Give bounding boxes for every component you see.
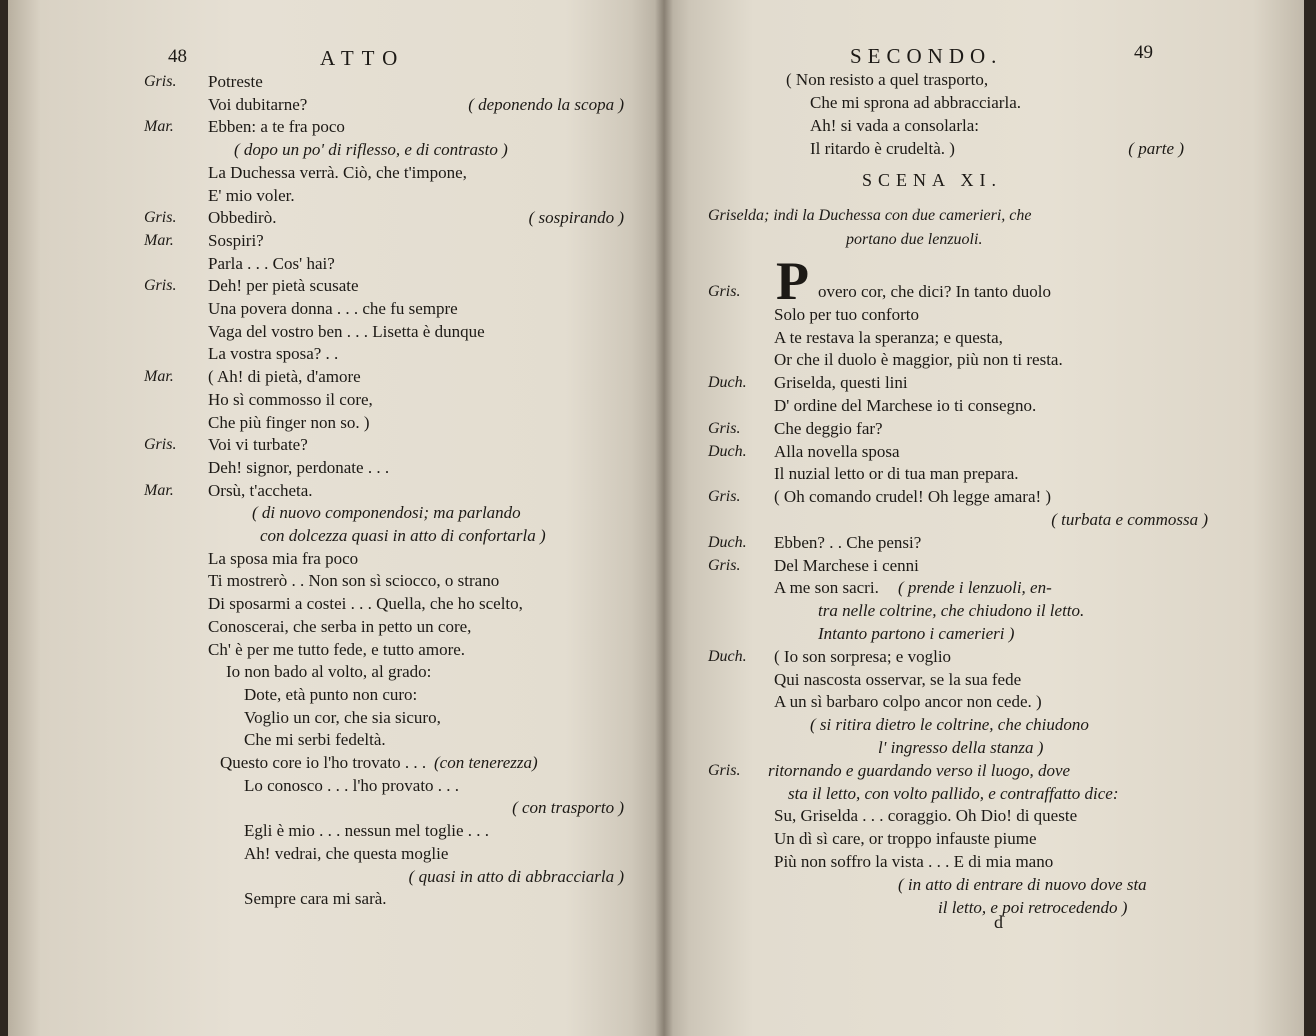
scene-description-line-1: Griselda; indi la Duchessa con due camerieri, che [708,207,1032,224]
verse-text: A un sì barbaro colpo ancor non cede. ) [774,692,1042,712]
verse-text: Dote, età punto non curo: [244,684,418,704]
verse-text: Solo per tuo conforto [774,304,919,324]
stage-direction: l' ingresso della stanza ) [878,738,1044,757]
running-head-right: SECONDO. [850,44,1003,68]
verse-text: Voi vi turbate? [208,435,308,455]
verse-text: Voi dubitarne? [208,94,308,114]
verse-text: Ch' è per me tutto fede, e tutto amore. [208,639,466,659]
speaker-label: Duch. [708,374,747,392]
speaker-label: Mar. [144,368,174,386]
stage-direction: Intanto partono i camerieri ) [818,624,1015,643]
stage-direction: ( dopo un po' di riflesso, e di contrasto ) [234,140,508,160]
verse-text: Ti mostrerò . . Non son sì sciocco, o strano [208,571,500,591]
verse-text: Il nuzial letto or di tua man prepara. [774,464,1019,484]
speaker-label: Duch. [708,533,747,551]
speaker-label: Gris. [708,283,741,300]
verse-text: Griselda, questi lini [774,373,908,393]
verse-text: Del Marchese i cenni [774,555,919,575]
verse-text: Questo core io l'ho trovato . . . [220,753,427,772]
verse-text: E' mio voler. [208,185,295,205]
stage-direction: il letto, e poi retrocedendo ) [938,897,1128,917]
verse-text: Su, Griselda . . . coraggio. Oh Dio! di queste [774,806,1078,826]
verse-text: Ho sì commosso il core, [208,389,373,409]
stage-direction: ( turbata e commossa ) [1051,510,1208,529]
book-gutter [655,0,673,1036]
verse-text: A te restava la speranza; e questa, [774,327,1003,347]
speaker-label: Gris. [144,73,177,90]
verse-text: Che mi sprona ad abbracciarla. [810,93,1021,112]
verse-text: Deh! per pietà scusate [208,276,359,296]
verse-text: Vaga del vostro ben . . . Lisetta è dunque [208,321,485,341]
verse-text: Io non bado al volto, al grado: [226,662,432,682]
stage-direction: con dolcezza quasi in atto di confortarla ) [260,526,546,545]
speaker-label: Gris. [144,209,177,227]
verse-text: Alla novella sposa [774,441,900,461]
verse-text: Sospiri? [208,230,264,250]
verse-text: Che deggio far? [774,418,883,438]
verse-text: Ah! si vada a consolarla: [810,116,979,135]
verse-text: A me son sacri. [774,578,879,598]
verse-text: Una povera donna . . . che fu sempre [208,299,458,318]
stage-direction: ( in atto di entrare di nuovo dove sta [898,874,1147,894]
verse-text: Ah! vedrai, che questa moglie [244,843,449,863]
right-page [664,0,1304,1036]
speaker-label: Gris. [708,419,741,437]
speaker-label: Gris. [144,436,177,454]
verse-text: Di sposarmi a costei . . . Quella, che ho scelto, [208,594,523,614]
stage-direction: tra nelle coltrine, che chiudono il letto. [818,601,1085,621]
verse-text: overo cor, che dici? In tanto duolo [818,282,1051,301]
verse-text: ( Ah! di pietà, d'amore [208,367,361,387]
verse-text: ( Io son sorpresa; e voglio [774,646,952,666]
stage-direction: ( deponendo la scopa ) [468,94,624,114]
verse-text: Obbedirò. [208,208,277,228]
verse-text: La vostra sposa? . . [208,344,339,364]
verse-text: ( Non resisto a quel trasporto, [786,70,989,89]
stage-direction: ( si ritira dietro le coltrine, che chiudono [810,715,1089,735]
speaker-label: Gris. [708,488,741,506]
verse-text: Potreste [208,72,263,91]
verse-text: Lo conosco . . . l'ho provato . . . [244,775,460,795]
verse-text: Ebben: a te fra poco [208,117,345,137]
verse-text: La sposa mia fra poco [208,548,359,568]
running-head-left: ATTO [320,46,406,70]
scene-description-line-2: portano due lenzuoli. [846,231,983,248]
verse-text: Parla . . . Cos' hai? [208,253,335,273]
verse-text: La Duchessa verrà. Ciò, che t'impone, [208,162,467,182]
verse-text: Voglio un cor, che sia sicuro, [244,707,441,727]
speaker-label: Gris. [708,556,741,574]
speaker-label: Mar. [144,231,174,249]
verse-text: ( Oh comando crudel! Oh legge amara! ) [774,487,1052,507]
page-number-left: 48 [168,46,187,67]
verse-text: Qui nascosta osservar, se la sua fede [774,669,1022,689]
stage-direction: ( parte ) [1128,139,1184,158]
verse-text: Deh! signor, perdonate . . . [208,457,390,477]
verse-text: Che più finger non so. ) [208,412,370,432]
speaker-label: Duch. [708,647,747,665]
verse-text: Orsù, t'accheta. [208,480,313,500]
verse-text: Conoscerai, che serba in petto un core, [208,616,472,636]
verse-text: Ebben? . . Che pensi? [774,532,922,552]
verse-text: Sempre cara mi sarà. [244,889,387,909]
speaker-label: Gris. [708,761,741,779]
verse-text: D' ordine del Marchese io ti consegno. [774,396,1037,415]
stage-direction: ( quasi in atto di abbracciarla ) [408,866,624,886]
verse-text: Il ritardo è crudeltà. ) [810,139,955,158]
verse-text: Che mi serbi fedeltà. [244,730,386,750]
stage-direction: sta il letto, con volto pallido, e contraffatto dice: [788,783,1119,803]
stage-direction: ( sospirando ) [528,208,624,228]
verse-text: Un dì sì care, or troppo infauste piume [774,829,1037,849]
signature-mark: d [994,912,1003,932]
speaker-label: Duch. [708,442,747,460]
speaker-label: Gris. [144,277,177,295]
speaker-label: Mar. [144,481,174,499]
speaker-label: Mar. [144,118,174,136]
verse-text: Or che il duolo è maggior, più non ti resta. [774,350,1063,370]
stage-direction: ritornando e guardando verso il luogo, dove [768,760,1071,780]
verse-text: Più non soffro la vista . . . E di mia mano [774,852,1054,871]
stage-direction: (con tenerezza) [434,753,538,772]
scene-title: SCENA XI. [862,170,1003,190]
drop-cap: P [776,251,809,311]
stage-direction: ( prende i lenzuoli, en- [898,578,1052,598]
page-number-right: 49 [1134,42,1153,63]
stage-direction: ( di nuovo componendosi; ma parlando [252,503,521,523]
left-page [8,0,664,1036]
stage-direction: ( con trasporto ) [512,798,624,818]
verse-text: Egli è mio . . . nessun mel toglie . . . [244,821,490,841]
